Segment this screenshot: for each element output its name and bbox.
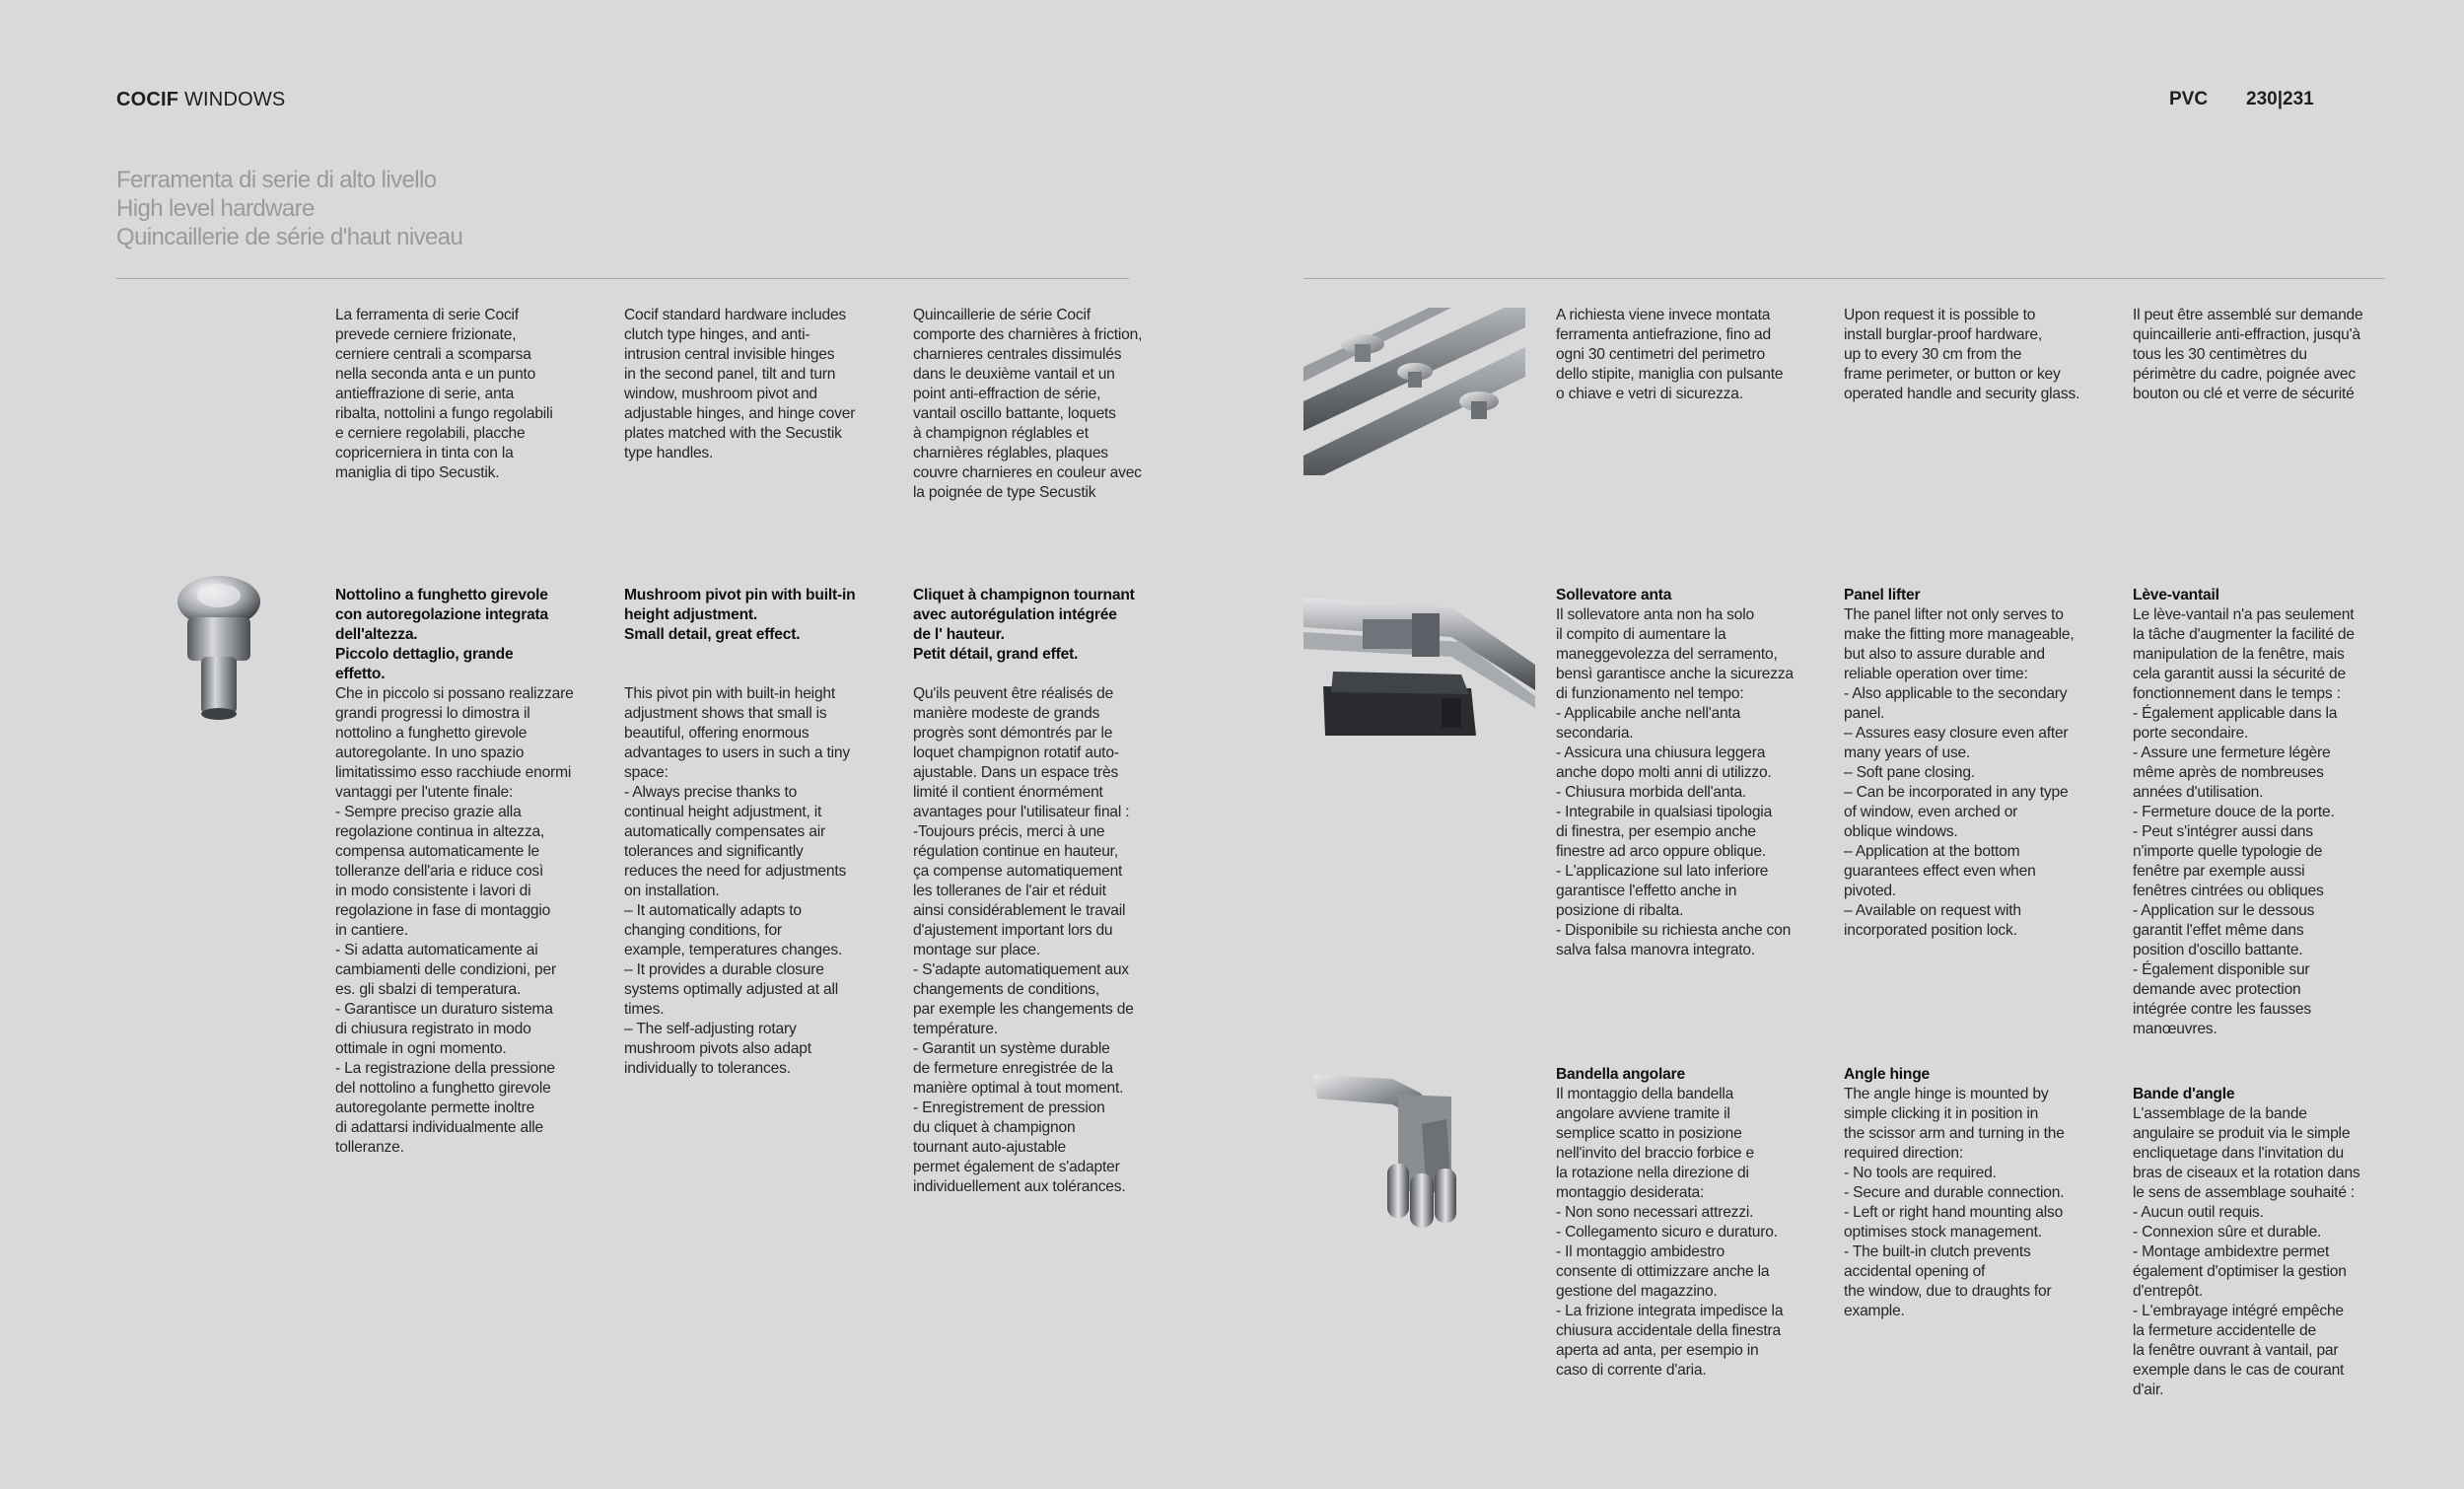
lifter-it-heading: Sollevatore anta <box>1556 587 1672 603</box>
title-it: Ferramenta di serie di alto livello <box>116 167 437 193</box>
mushroom-en-heading: Mushroom pivot pin with built-in height adjustment. Small detail, great effect. <box>624 587 856 643</box>
category-label: PVC <box>2169 89 2209 109</box>
intro-it: La ferramenta di serie Cocif prevede cerniere frizionate, cerniere centrali a scomparsa nella seconda anta e un punto antieffrazione di serie, anta ribalta, nottolini a fungo regolabili e cerniere regolabili, placche copricerniera in tinta con la maniglia di tipo Secustik. <box>335 307 553 481</box>
lifter-en-block <box>1844 586 2125 941</box>
security-it: A richiesta viene invece montata ferramenta antiefrazione, fino ad ogni 30 centimetri del perimetro dello stipite, maniglia con pulsante o chiave e vetri di sicurezza. <box>1556 307 1784 402</box>
mushroom-it-text: Che in piccolo si possano realizzare grandi progressi lo dimostra il nottolino a funghetto girevole autoregolante. In uno spazio limitatissimo esso racchiude enormi vantaggi per l'utente finale: - Sempre preciso grazie alla regolazione continua in altezza, compensa automaticamente le tolleranze dell'aria e riduce così in modo consistente i lavori di regolazione in fase di montaggio in cantiere. - Si adatta automaticamente ai cambiamenti delle condizioni, per es. gli sbalzi di temperatura. - Garantisce un duraturo sistema di chiusura registrato in modo ottimale in ogni momento. - La registrazione della pressione del nottolino a funghetto girevole autoregolante permette inoltre di adattarsi individualmente alle tolleranze. <box>335 685 574 1156</box>
intro-fr: Quincaillerie de série Cocif comporte des charnières à friction, charnieres centrales dissimulés dans le deuxième vantail et un point anti-effraction de série, vantail oscillo battante, loquets à champignon réglables et charnières réglables, plaques couvre charnieres en couleur avec la poignée de type Secustik <box>913 307 1143 501</box>
lifter-fr-heading: Lève-vantail <box>2133 587 2219 603</box>
mushroom-en-text: This pivot pin with built-in height adjustment shows that small is beautiful, offering enormous advantages to users in such a tiny space: - Always precise thanks to continual height adjustment, it automatically compensates air tolerances and significantly reduces the need for adjustments on installation. – It automatically adapts to changing conditions, for example, temperatures changes. – It provides a durable closure systems optimally adjusted at all times. – The self-adjusting rotary mushroom pivots also adapt individually to tolerances. <box>624 685 850 1077</box>
hinge-fr-text: L'assemblage de la bande angulaire se produit via le simple encliquetage dans l'invitation du bras de ciseaux et la rotation dans le sens de assemblage souhaité : - Aucun outil requis. - Connexion sûre et durable. - Montage ambidextre permet également d'optimiser la gestion d'entrepôt. - L'embrayage intégré empêche la fermeture accidentelle de la fenêtre ouvrant à vantail, par exemple dans le cas de courant d'air. <box>2133 1105 2360 1398</box>
mushroom-en-block <box>624 586 905 1079</box>
lifter-fr-text: Le lève-vantail n'a pas seulement la tâche d'augmenter la facilité de manipulation de la fenêtre, mais cela garantit aussi la sécurité de fonctionnement dans le temps : - Également applicable dans la porte secondaire. - Assure une fermeture légère même après de nombreuses années d'utilisation. - Fermeture douce de la porte. - Peut s'intégrer aussi dans n'importe quelle typologie de fenêtre par exemple aussi fenêtres cintrées ou obliques - Application sur le dessous garantit l'effet même dans position d'oscillo battante. - Également disponible sur demande avec protection intégrée contre les fausses manœuvres. <box>2133 606 2355 1037</box>
angle-hinge-image <box>1303 1065 1528 1238</box>
brand-title <box>116 89 285 111</box>
hinge-en-block <box>1844 1065 2125 1321</box>
mushroom-fr-text: Qu'ils peuvent être réalisés de manière modeste de grands progrès sont démontrés par le loquet champignon rotatif auto- ajustable. Dans un espace très limité il contient énormément avantages pour l'utilisateur final : -Toujours précis, merci à une régulation continue en hauteur, ça compense automatiquement les tolleranes de l'air et réduit ainsi considérablement le travail d'ajustement important lors du montage sur place. - S'adapte automatiquement aux changements de conditions, par exemple les changements de température. - Garantit un système durable de fermeture enregistrée de la manière optimal à tout moment. - Enregistrement de pression du cliquet à champignon tournant auto-ajustable permet également de s'adapter individuellement aux tolérances. <box>913 685 1134 1195</box>
title-fr: Quincaillerie de série d'haut niveau <box>116 224 463 250</box>
lifter-en-text: The panel lifter not only serves to make the fitting more manageable, but also to assure durable and reliable operation over time: - Also applicable to the secondary panel. – Assures easy closure even after many years of use. – Soft pane closing. – Can be incorporated in any type of window, even arched or oblique windows. – Application at the bottom guarantees effect even when pivoted. – Available on request with incorporated position lock. <box>1844 606 2075 939</box>
lifter-en-heading: Panel lifter <box>1844 587 1921 603</box>
mushroom-it-heading: Nottolino a funghetto girevole con autoregolazione integrata dell'altezza. Piccolo dettaglio, grande effetto. <box>335 587 549 682</box>
hinge-fr-heading: Bande d'angle <box>2133 1086 2235 1102</box>
lifter-fr-block <box>2133 586 2399 1039</box>
hinge-it-heading: Bandella angolare <box>1556 1066 1685 1083</box>
brand-name: COCIF <box>116 89 179 110</box>
security-fr: Il peut être assemblé sur demande quincaillerie anti-effraction, jusqu'à tous les 30 centimètres du périmètre du cadre, poignée avec bouton ou clé et verre de sécurité <box>2133 307 2363 402</box>
mushroom-pivot-image <box>166 570 272 723</box>
hinge-fr-block <box>2133 1085 2399 1400</box>
hinge-it-block <box>1556 1065 1837 1381</box>
page-numbers: 230|231 <box>2246 89 2314 109</box>
hinge-en-text: The angle hinge is mounted by simple clicking it in position in the scissor arm and turning in the required direction: - No tools are required. - Secure and durable connection. - Left or right hand mounting also optimises stock management. - The built-in clutch prevents accidental opening of the window, due to draughts for example. <box>1844 1086 2065 1319</box>
lifter-it-block <box>1556 586 1837 960</box>
panel-lifter-image <box>1303 588 1535 736</box>
mushroom-fr-block <box>913 586 1199 1197</box>
section-titles <box>116 166 462 251</box>
mushroom-it-block <box>335 586 616 1158</box>
burglar-proof-hardware-image <box>1303 308 1525 475</box>
hinge-en-heading: Angle hinge <box>1844 1066 1931 1083</box>
hinge-it-text: Il montaggio della bandella angolare avviene tramite il semplice scatto in posizione nell'invito del braccio forbice e la rotazione nella direzione di montaggio desiderata: - Non sono necessari attrezzi. - Collegamento sicuro e duraturo. - Il montaggio ambidestro consente di ottimizzare anche la gestione del magazzino. - La frizione integrata impedisce la chiusura accidentale della finestra aperta ad anta, per esempio in caso di corrente d'aria. <box>1556 1086 1784 1379</box>
security-en: Upon request it is possible to install burglar-proof hardware, up to every 30 cm from the frame perimeter, or button or key operated handle and security glass. <box>1844 307 2080 402</box>
mushroom-fr-heading: Cliquet à champignon tournant avec autorégulation intégrée de l' hauteur. Petit détail, grand effet. <box>913 587 1135 663</box>
intro-en: Cocif standard hardware includes clutch type hinges, and anti- intrusion central invisible hinges in the second panel, tilt and turn window, mushroom pivot and adjustable hinges, and hinge cover plates matched with the Secustik type handles. <box>624 307 856 461</box>
lifter-it-text: Il sollevatore anta non ha solo il compito di aumentare la maneggevolezza del serramento, bensì garantisce anche la sicurezza di funzionamento nel tempo: - Applicabile anche nell'anta secondaria. - Assicura una chiusura leggera anche dopo molti anni di utilizzo. - Chiusura morbida dell'anta. - Integrabile in qualsiasi tipologia di finestra, per esempio anche finestre ad arco oppure oblique. - L'applicazione sul lato inferiore garantisce l'effetto anche in posizione di ribalta. - Disponibile su richiesta anche con salva falsa manovra integrato. <box>1556 606 1794 958</box>
divider-left <box>116 278 1129 279</box>
divider-right <box>1303 278 2385 279</box>
brand-suffix: WINDOWS <box>178 89 286 110</box>
title-en: High level hardware <box>116 195 315 222</box>
